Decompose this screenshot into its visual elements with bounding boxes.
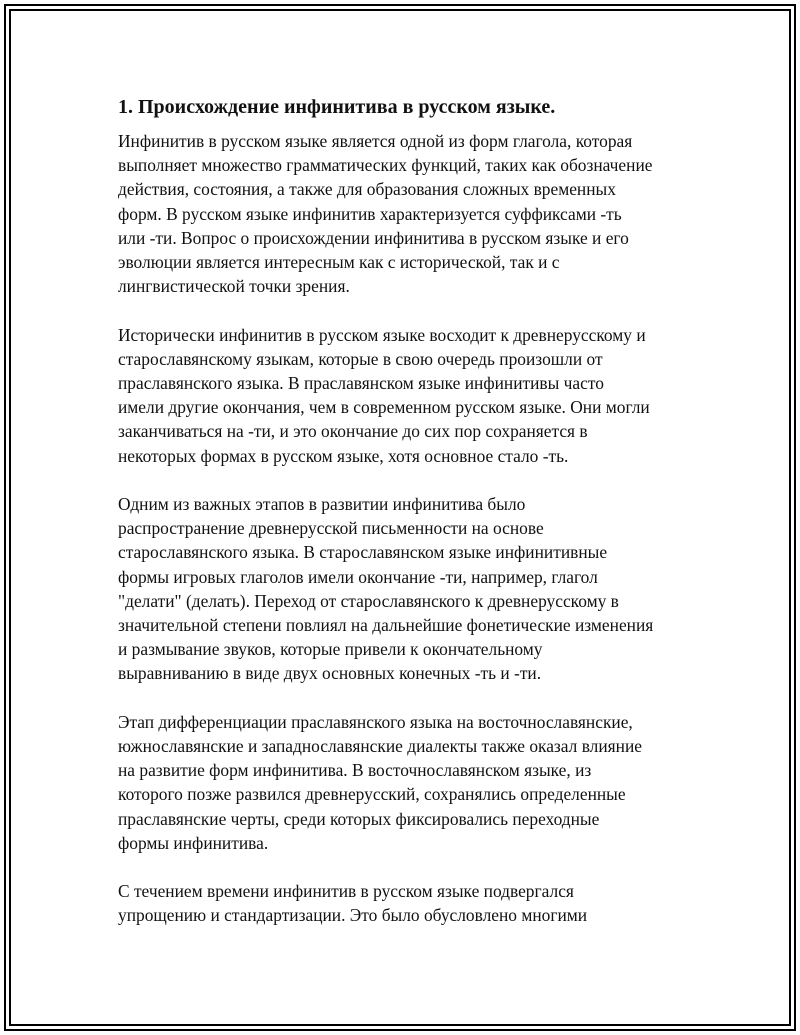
text-line: и размывание звуков, которые привели к окончательному [118, 639, 543, 660]
text-line: действия, состояния, а также для образования сложных временных [118, 179, 616, 200]
text-line: на развитие форм инфинитива. В восточнославянском языке, из [118, 760, 592, 781]
text-line: "делати" (делать). Переход от старославянского к древнерусскому в [118, 590, 619, 611]
text-line: заканчиваться на -ти, и это окончание до сих пор сохраняется в [118, 421, 588, 442]
paragraph-5 [118, 879, 698, 927]
section-title: 1. Происхождение инфинитива в русском языке. [118, 96, 556, 118]
text-line: С течением времени инфинитив в русском языке подвергался [118, 881, 574, 902]
text-line: форм. В русском языке инфинитив характеризуется суффиксами -ть [118, 203, 622, 224]
text-line: которого позже развился древнерусский, сохранялись определенные [118, 784, 626, 805]
text-line: распространение древнерусской письменности на основе [118, 518, 544, 539]
paragraph-4 [118, 710, 698, 855]
text-line: выравниванию в виде двух основных конечных -ть и -ти. [118, 663, 542, 684]
text-line: праславянского языка. В праславянском языке инфинитивы часто [118, 373, 604, 394]
text-line: старославянскому языкам, которые в свою очередь произошли от [118, 348, 603, 369]
text-line: Инфинитив в русском языке является одной из форм глагола, которая [118, 131, 633, 151]
text-line: значительной степени повлиял на дальнейшие фонетические изменения [118, 615, 654, 636]
text-line: Одним из важных этапов в развитии инфинитива было [118, 494, 526, 515]
document-body [118, 93, 698, 952]
text-line: Исторически инфинитив в русском языке восходит к древнерусскому и [118, 324, 646, 345]
text-line: упрощению и стандартизации. Это было обусловлено многими [118, 905, 588, 926]
text-line: южнославянские и западнославянские диалекты также оказал влияние [118, 736, 642, 757]
text-line: формы игровых глаголов имели окончание -ти, например, глагол [118, 566, 598, 587]
text-line: некоторых формах в русском языке, хотя основное стало -ть. [118, 445, 569, 466]
paragraph-2 [118, 323, 698, 468]
paragraph-3 [118, 492, 698, 686]
text-line: праславянские черты, среди которых фиксировались переходные [118, 808, 600, 829]
text-line: Этап дифференциации праславянского языка на восточнославянские, [118, 711, 633, 732]
text-line: имели другие окончания, чем в современном русском языке. Они могли [118, 397, 650, 418]
text-line: или -ти. Вопрос о происхождении инфинитива в русском языке и его [118, 227, 629, 248]
text-line: старославянского языка. В старославянском языке инфинитивные [118, 542, 608, 563]
text-line: лингвистической точки зрения. [118, 276, 350, 297]
text-line: формы инфинитива. [118, 832, 269, 853]
paragraph-1 [118, 129, 698, 298]
text-line: эволюции является интересным как с исторической, так и с [118, 252, 560, 273]
text-line: выполняет множество грамматических функций, таких как обозначение [118, 155, 653, 176]
